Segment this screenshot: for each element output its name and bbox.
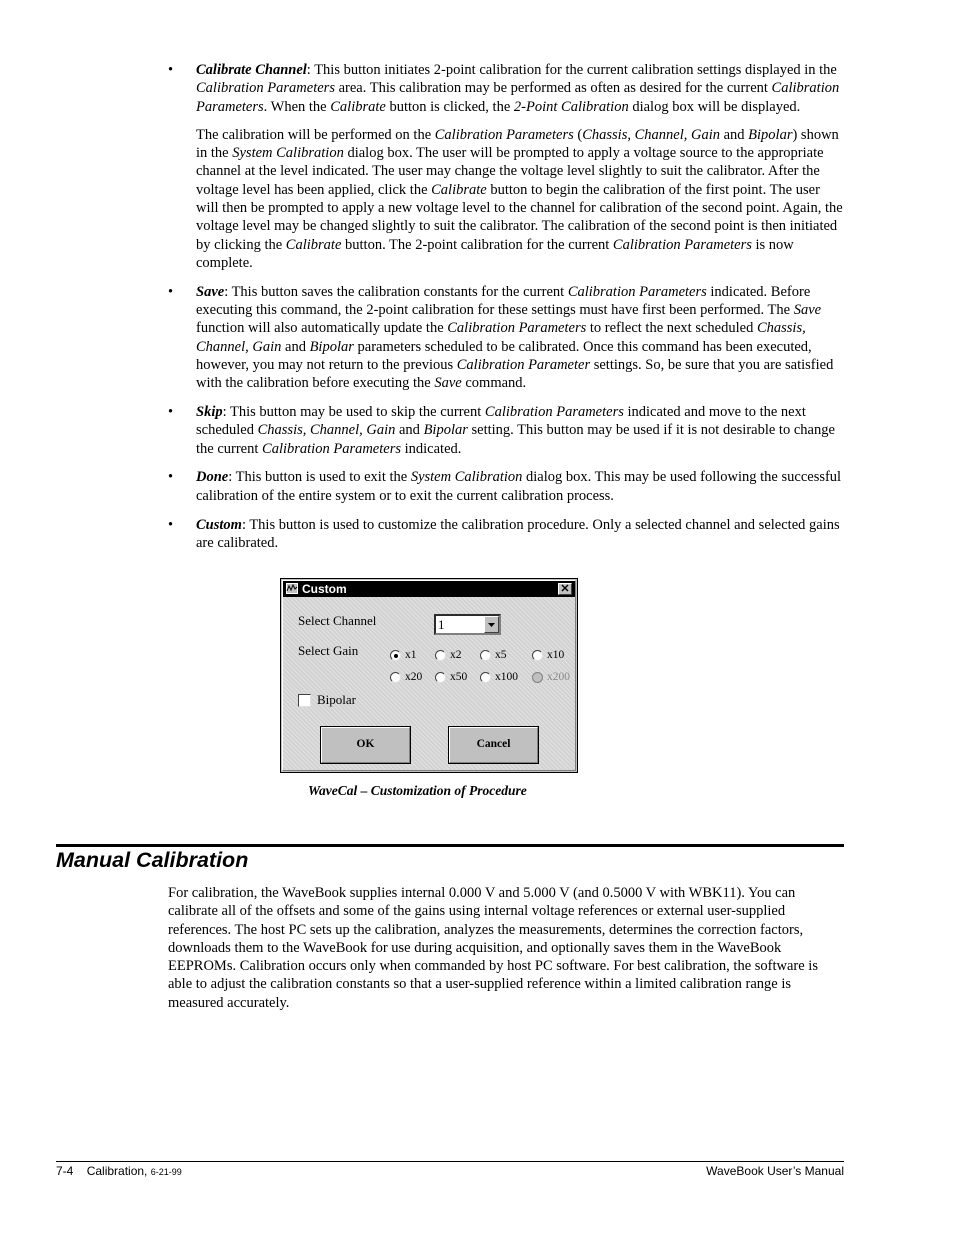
chevron-down-icon	[488, 623, 495, 627]
section-body: For calibration, the WaveBook supplies internal 0.000 V and 5.000 V (and 0.5000 V with WBK11). You can calibrate all of the offsets and some of the gains using internal voltage references or external user-supplied references. The host PC sets up the calibration, analyzes the measurements, determines the correction factors, downloads them to the WaveBook for use during acquisition, and optionally saves them in the WaveBook EEPROMs. Calibration occurs only when commanded by host PC software. For best calibration, the software is able to adjust the calibration constants so that a user-supplied reference within a limited calibration range is measured accurately.	[168, 885, 818, 1011]
radio-selected-dot	[394, 654, 398, 658]
button-description-list	[168, 61, 844, 563]
app-icon	[286, 583, 298, 594]
radio-circle	[532, 650, 543, 661]
radio-circle	[435, 672, 446, 683]
ok-button[interactable]: OK	[320, 726, 411, 764]
radio-circle	[390, 672, 401, 683]
custom-description: Custom: This button is used to customize the calibration procedure. Only a selected channel and selected gains are calibrated.	[196, 516, 840, 551]
radio-circle	[480, 672, 491, 683]
select-channel-label: Select Channel	[298, 613, 377, 628]
cancel-button[interactable]: Cancel	[448, 726, 539, 764]
revision-date: 6-21-99	[150, 1167, 182, 1177]
section-divider	[56, 844, 844, 847]
close-button[interactable]	[558, 583, 572, 595]
list-item: • Done: This button is used to exit the System Calibration dialog box. This may be used following the successful calibration of the entire system or to exit the current calibration process.	[168, 468, 844, 505]
list-item: • Custom: This button is used to customize the calibration procedure. Only a selected channel and selected gains are calibrated.	[168, 516, 844, 553]
manual-title: WaveBook User’s Manual	[706, 1164, 844, 1178]
done-description: Done: This button is used to exit the System Calibration dialog box. This may be used following the successful calibration of the entire system or to exit the current calibration process.	[196, 469, 842, 504]
page-number: 7-4	[56, 1164, 74, 1178]
close-icon: ✕	[560, 583, 570, 595]
section-heading: Manual Calibration	[56, 848, 249, 872]
save-description: Save: This button saves the calibration constants for the current Calibration Parameters indicated. Before executing this command, the 2-point calibration for these settings must have first been performed. The Save function will also automatically update the Calibration Parameters to reflect the next scheduled Chassis, Channel, Gain and Bipolar parameters scheduled to be calibrated. Once this command has been executed, however, you may not return to the previous Calibration Parameter settings. So, be sure that you are satisfied with the calibration before executing the Save command.	[196, 283, 834, 392]
radio-circle	[532, 672, 543, 683]
select-gain-label: Select Gain	[298, 643, 359, 658]
list-item: • Skip: This button may be used to skip the current Calibration Parameters indicated and move to the next scheduled Chassis, Channel, Gain and Bipolar setting. This button may be used if it is not desirable to change the current Calibration Parameters indicated.	[168, 403, 844, 458]
channel-select[interactable]	[434, 614, 501, 635]
bipolar-label: Bipolar	[317, 692, 356, 707]
calibrate-channel-description: Calibrate Channel: This button initiates 2-point calibration for the current calibration settings displayed in the Calibration Parameters area. This calibration may be performed as often as desired for the current Calibration Parameters. When the Calibrate button is clicked, the 2-Point Calibration dialog box will be displayed.	[196, 62, 840, 115]
skip-description: Skip: This button may be used to skip the current Calibration Parameters indicated and move to the next scheduled Chassis, Channel, Gain and Bipolar setting. This button may be used if it is not desirable to change the current Calibration Parameters indicated.	[196, 404, 835, 457]
figure-caption: WaveCal – Customization of Procedure	[308, 783, 527, 798]
channel-select-value: 1	[438, 617, 445, 632]
radio-circle	[480, 650, 491, 661]
bipolar-checkbox[interactable]	[298, 694, 311, 707]
radio-circle	[390, 650, 401, 661]
calibration-procedure-paragraph: The calibration will be performed on the Calibration Parameters (Chassis, Channel, Gain and Bipolar) shown in the System Calibration dialog box. The user will be prompted to apply a voltage source to the appropriate channel at the level indicated. The user may change the voltage level slightly to suit the calibrator. After the voltage level has been applied, click the Calibrate button to begin the calibration of the first point. The user will then be prompted to apply a new voltage level to the channel for calibration of the second point. Again, the voltage level may be changed slightly to suit the calibrator. The calibration of the second point is then initiated by clicking the Calibrate button. The 2-point calibration for the current Calibration Parameters is now complete.	[196, 126, 843, 271]
list-item: • Save: This button saves the calibration constants for the current Calibration Parameters indicated. Before executing this command, the 2-point calibration for these settings must have first been performed. The Save function will also automatically update the Calibration Parameters to reflect the next scheduled Chassis, Channel, Gain and Bipolar parameters scheduled to be calibrated. Once this command has been executed, however, you may not return to the previous Calibration Parameter settings. So, be sure that you are satisfied with the calibration before executing the Save command.	[168, 283, 844, 393]
dialog-titlebar	[283, 581, 575, 597]
chapter-name: Calibration,	[86, 1164, 148, 1178]
dialog-title: Custom	[302, 582, 347, 596]
list-item: • Calibrate Channel: This button initiates 2-point calibration for the current calibration settings displayed in the Calibration Parameters area. This calibration may be performed as often as desired for the current Calibration Parameters. When the Calibrate button is clicked, the 2-Point Calibration dialog box will be displayed. The calibration will be performed on the Calibration Parameters (Chassis, Channel, Gain and Bipolar) shown in the System Calibration dialog box. The user will be prompted to apply a voltage source to the appropriate channel at the level indicated. The user may change the voltage level slightly to suit the calibrator. After the voltage level has been applied, click the Calibrate button to begin the calibration of the first point. The user will then be prompted to apply a new voltage level to the channel for calibration of the second point. Again, the voltage level may be changed slightly to suit the calibrator. The calibration of the second point is then initiated by clicking the Calibrate button. The 2-point calibration for the current Calibration Parameters is now complete.	[168, 62, 843, 271]
radio-circle	[435, 650, 446, 661]
footer-divider	[56, 1161, 844, 1162]
dropdown-button[interactable]	[484, 616, 499, 633]
footer-left	[56, 1164, 182, 1178]
